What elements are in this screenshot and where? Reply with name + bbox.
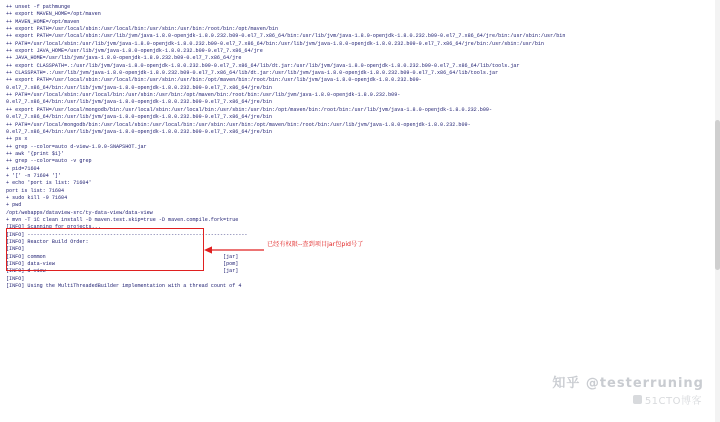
- terminal-line: + '[' -n 71604 ']': [6, 172, 62, 179]
- terminal-line: + echo 'port is list: 71604': [6, 180, 92, 187]
- terminal-line: ++ export PATH=/usr/local/sbin:/usr/local/bin:/usr/sbin:/usr/bin:/opt/maven/bin:/root/bin:/usr/lib/jvm/java-1.8.0-openjdk-1.8.0.232.b09-: [6, 77, 422, 84]
- scrollbar[interactable]: [715, 0, 720, 422]
- terminal-line: + pwd: [6, 202, 22, 209]
- watermark-zhihu: 知乎 @testerruning: [552, 376, 704, 391]
- terminal-line: [INFO] data-view [pom]: [6, 261, 239, 268]
- terminal-line: ++ export PATH=/usr/local/sbin:/usr/local/bin:/usr/sbin:/usr/bin:/root/bin:/opt/maven/bin: [6, 26, 279, 33]
- terminal-line: ++ PATH=/usr/local/sbin:/usr/lib/jvm/java-1.8.0-openjdk-1.8.0.232.b09-0.el7_7.x86_64/bin:/usr/lib/jvm/java-1.8.0-openjdk-1.8.0.232.b09-0.el7_7.x86_64/jre/bin:/usr/sbin:/usr/bin: [6, 40, 544, 47]
- terminal-line: + sudo kill -9 71604: [6, 194, 68, 201]
- terminal-line: port is list: 71604: [6, 187, 65, 194]
- terminal-line: ++ export PATH=/usr/local/sbin:/usr/lib/jvm/java-1.8.0-openjdk-1.8.0.232.b09-0.el7_7.x86_64/bin:/usr/lib/jvm/java-1.8.0-openjdk-1.8.0.232.b09-0.el7_7.x86_64/jre/bin:/usr/sbin:/usr/bin: [6, 33, 566, 40]
- terminal-line: [INFO] Reactor Build Order:: [6, 239, 89, 245]
- terminal-line: ++ MAVEN_HOME=/opt/maven: [6, 18, 80, 25]
- terminal-line: ++ PATH=/usr/local/sbin:/usr/local/bin:/usr/sbin:/usr/bin:/opt/maven/bin:/root/bin:/usr/lib/jvm/java-1.8.0-openjdk-1.8.0.232.b09-: [6, 92, 401, 99]
- annotation-text: 已经有权限--查到项目jar包pid号了: [267, 241, 364, 248]
- scrollbar-thumb[interactable]: [715, 120, 720, 270]
- terminal-line: 0.el7_7.x86_64/bin:/usr/lib/jvm/java-1.8.0-openjdk-1.8.0.232.b09-0.el7_7.x86_64/jre/bin: [6, 114, 272, 121]
- terminal-line: ++ ps x: [6, 136, 28, 143]
- terminal-line: ++ unset -f pathmunge: [6, 4, 71, 10]
- terminal-line: ++ PATH=/usr/local/mongodb/bin:/usr/local/sbin:/usr/local/bin:/usr/sbin:/usr/bin:/opt/maven/bin:/root/bin:/usr/lib/jvm/java-1.8.0-openjdk-1.8.0.232.b09-: [6, 121, 471, 128]
- terminal-line: ++ awk '{print $1}': [6, 150, 65, 157]
- terminal-line: ++ JAVA_HOME=/usr/lib/jvm/java-1.8.0-openjdk-1.8.0.232.b09-0.el7_7.x86_64/jre: [6, 55, 242, 62]
- terminal-line: ++ CLASSPATH=.:/usr/lib/jvm/java-1.8.0-openjdk-1.8.0.232.b09-0.el7_7.x86_64/lib/dt.jar:/usr/lib/jvm/java-1.8.0-openjdk-1.8.0.232.b09-0.el7_7.x86_64/lib/tools.jar: [6, 70, 499, 77]
- terminal-line: [INFO] ------------------------------------------------------------------------: [6, 231, 248, 238]
- terminal-line: [INFO] Scanning for projects...: [6, 224, 101, 231]
- terminal-line: [INFO] common [jar]: [6, 253, 239, 260]
- terminal-line: + mvn -T 1C clean install -D maven.test.skip=true -D maven.compile.fork=true: [6, 216, 239, 223]
- terminal-line: [INFO] Using the MultiThreadedBuilder implementation with a thread count of 4: [6, 283, 242, 290]
- terminal-line: ++ export MAVEN_HOME=/opt/maven: [6, 11, 101, 18]
- terminal-line: ++ export CLASSPATH=.:/usr/lib/jvm/java-1.8.0-openjdk-1.8.0.232.b09-0.el7_7.x86_64/lib/dt.jar:/usr/lib/jvm/java-1.8.0-openjdk-1.8.0.232.b09-0.el7_7.x86_64/lib/tools.jar: [6, 62, 520, 69]
- terminal-line: ++ grep --color=auto d-view-1.0.0-SNAPSHOT.jar: [6, 143, 147, 150]
- cto-logo-icon: [633, 395, 642, 404]
- terminal-line: 0.el7_7.x86_64/bin:/usr/lib/jvm/java-1.8.0-openjdk-1.8.0.232.b09-0.el7_7.x86_64/jre/bin: [6, 99, 272, 106]
- terminal-line: ++ export PATH=/usr/local/mongodb/bin:/usr/local/sbin:/usr/local/bin:/usr/sbin:/usr/bin:/opt/maven/bin:/root/bin:/usr/lib/jvm/java-1.8.0-openjdk-1.8.0.232.b09-: [6, 106, 493, 113]
- watermark-51cto-label: 51CTO博客: [644, 396, 702, 407]
- terminal-line: + pid=71604: [6, 165, 40, 172]
- terminal-line: ++ grep --color=auto -v grep: [6, 158, 92, 165]
- terminal-line: [INFO]: [6, 246, 25, 253]
- terminal-line: 0.el7_7.x86_64/bin:/usr/lib/jvm/java-1.8.0-openjdk-1.8.0.232.b09-0.el7_7.x86_64/jre/bin: [6, 128, 272, 135]
- terminal-line: [INFO]: [6, 275, 25, 282]
- terminal-line: [INFO] d-view [jar]: [6, 268, 239, 275]
- terminal-line: /opt/webapps/dataview-src/ty-data-view/data-view: [6, 209, 153, 216]
- watermark-51cto: [633, 392, 702, 407]
- terminal-line: 0.el7_7.x86_64/bin:/usr/lib/jvm/java-1.8.0-openjdk-1.8.0.232.b09-0.el7_7.x86_64/jre/bin: [6, 84, 272, 91]
- terminal-line: ++ export JAVA_HOME=/usr/lib/jvm/java-1.8.0-openjdk-1.8.0.232.b09-0.el7_7.x86_64/jre: [6, 48, 263, 55]
